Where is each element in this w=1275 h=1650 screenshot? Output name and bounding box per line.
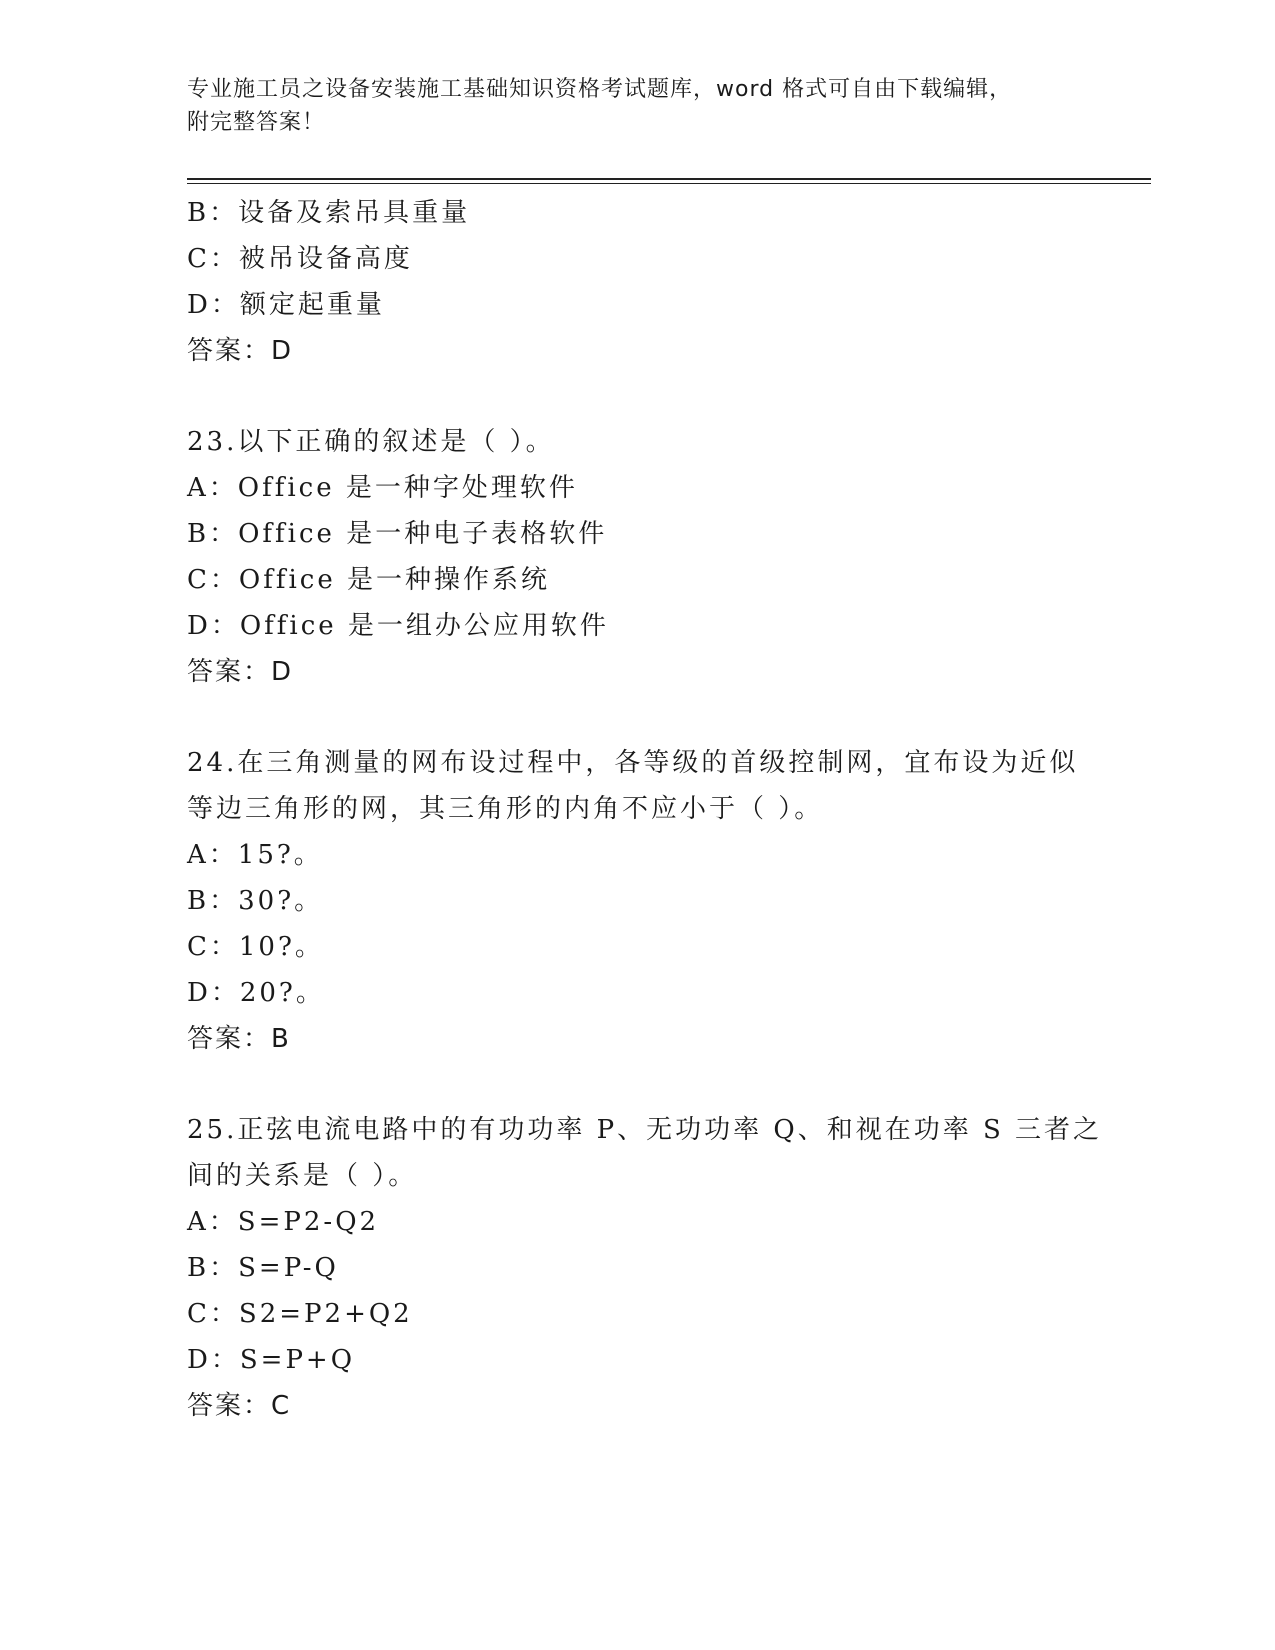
- question-stem: 23.以下正确的叙述是（ ）。: [187, 427, 555, 457]
- spacer: [187, 695, 1087, 740]
- option-c: C：10?。: [187, 932, 324, 962]
- spacer: [187, 374, 1087, 419]
- option-b: B：Office 是一种电子表格软件: [187, 519, 608, 549]
- option-c: C：S2=P2+Q2: [187, 1299, 413, 1329]
- option-c: C：Office 是一种操作系统: [187, 565, 550, 595]
- question-25: [187, 1107, 1103, 1429]
- answer-line: 答案：D: [187, 336, 294, 366]
- question-stem-line-1: 25.正弦电流电路中的有功功率 P、无功功率 Q、和视在功率 S 三者之: [187, 1115, 1103, 1145]
- option-d: D：S=P+Q: [187, 1345, 356, 1375]
- option-b: B：S=P-Q: [187, 1253, 339, 1283]
- spacer: [187, 1062, 1087, 1107]
- answer-line: 答案：B: [187, 1024, 291, 1054]
- question-23: [187, 419, 1087, 695]
- question-list: [187, 190, 1103, 1429]
- document-header: [187, 73, 1067, 139]
- question-stem-line-2: 间的关系是（ ）。: [187, 1161, 418, 1191]
- option-d: D：Office 是一组办公应用软件: [187, 611, 609, 641]
- option-b: B：设备及索吊具重量: [187, 198, 471, 228]
- answer-line: 答案：C: [187, 1391, 292, 1421]
- header-line-1: 专业施工员之设备安装施工基础知识资格考试题库，word 格式可自由下载编辑，: [187, 77, 1013, 102]
- header-divider-thick: [187, 178, 1151, 180]
- answer-line: 答案：D: [187, 657, 294, 687]
- question-stem-line-1: 24.在三角测量的网布设过程中，各等级的首级控制网，宜布设为近似: [187, 748, 1079, 778]
- option-b: B：30?。: [187, 886, 324, 916]
- option-a: A：S=P2-Q2: [187, 1207, 380, 1237]
- question-24: [187, 740, 1087, 1062]
- option-d: D：额定起重量: [187, 290, 385, 320]
- header-line-2: 附完整答案！: [187, 110, 326, 135]
- option-d: D：20?。: [187, 978, 325, 1008]
- option-a: A：Office 是一种字处理软件: [187, 473, 578, 503]
- option-c: C：被吊设备高度: [187, 244, 413, 274]
- option-a: A：15?。: [187, 840, 323, 870]
- question-22: [187, 190, 1087, 374]
- question-stem-line-2: 等边三角形的网，其三角形的内角不应小于（ ）。: [187, 794, 824, 824]
- header-divider-thin: [187, 183, 1151, 184]
